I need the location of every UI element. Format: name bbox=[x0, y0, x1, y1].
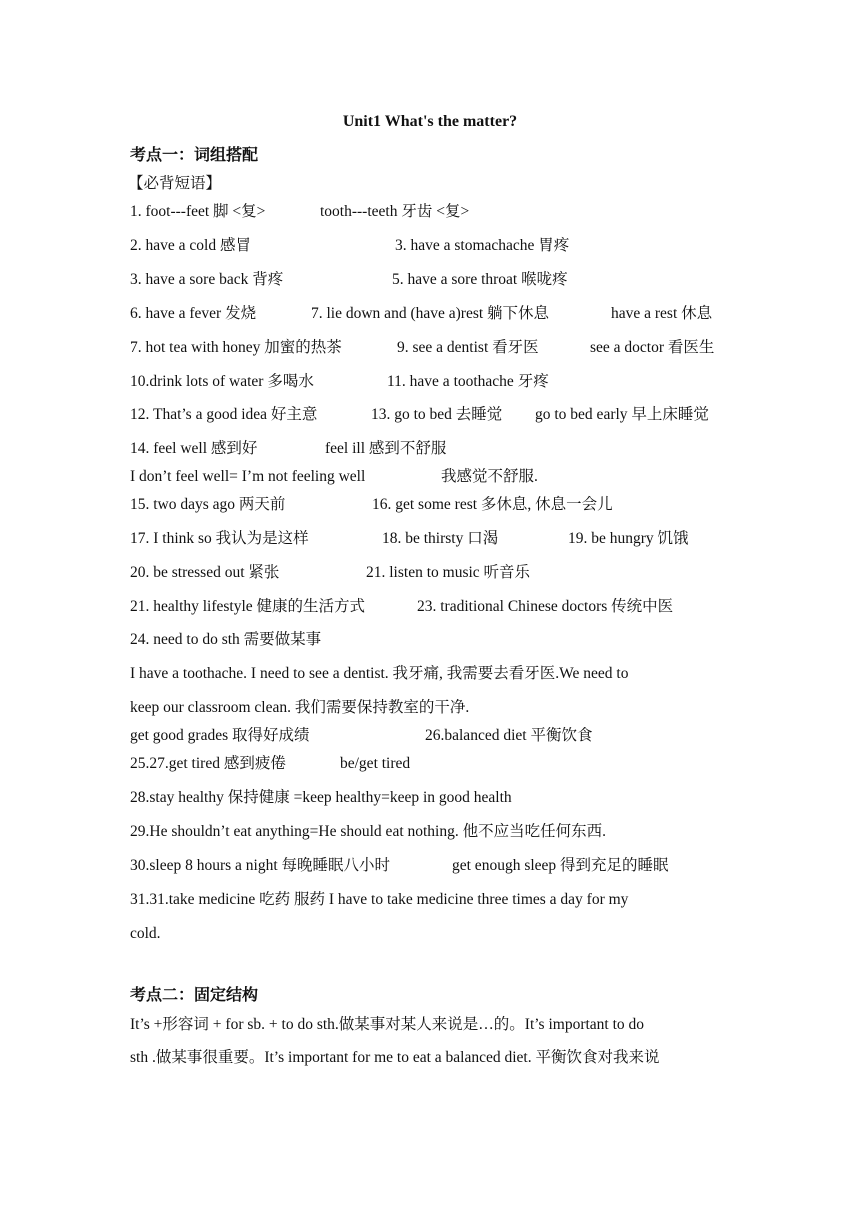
section-subheading: 【必背短语】 bbox=[128, 175, 222, 192]
phrase: 28.stay healthy 保持健康 =keep healthy=keep in good health bbox=[130, 789, 512, 806]
phrase: 7. hot tea with honey 加蜜的热茶 bbox=[130, 339, 342, 356]
phrase: get good grades 取得好成绩 bbox=[130, 727, 310, 744]
paragraph-line: sth .做某事很重要。It’s important for me to eat a balanced diet. 平衡饮食对我来说 bbox=[130, 1049, 660, 1066]
phrase: 14. feel well 感到好 bbox=[130, 440, 258, 457]
phrase: 2. have a cold 感冒 bbox=[130, 237, 251, 254]
phrase: 5. have a sore throat 喉咙疼 bbox=[392, 271, 568, 288]
phrase: 24. need to do sth 需要做某事 bbox=[130, 631, 322, 648]
phrase: 29.He shouldn’t eat anything=He should eat nothing. 他不应当吃任何东西. bbox=[130, 823, 606, 840]
phrase: I don’t feel well= I’m not feeling well bbox=[130, 468, 366, 485]
example-sentence: I have a toothache. I need to see a dentist. 我牙痛, 我需要去看牙医.We need to bbox=[130, 665, 629, 682]
phrase: see a doctor 看医生 bbox=[590, 339, 715, 356]
phrase: feel ill 感到不舒服 bbox=[325, 440, 447, 457]
phrase: 17. I think so 我认为是这样 bbox=[130, 530, 309, 547]
phrase: 18. be thirsty 口渴 bbox=[382, 530, 499, 547]
phrase: 15. two days ago 两天前 bbox=[130, 496, 286, 513]
phrase: 20. be stressed out 紧张 bbox=[130, 564, 280, 581]
section-heading: 考点一：词组搭配 bbox=[130, 147, 259, 164]
paragraph-line: It’s +形容词 + for sb. + to do sth.做某事对某人来说是…的。It’s important to do bbox=[130, 1016, 645, 1033]
phrase: tooth---teeth 牙齿 <复> bbox=[320, 203, 470, 220]
phrase: 10.drink lots of water 多喝水 bbox=[130, 373, 314, 390]
phrase: 23. traditional Chinese doctors 传统中医 bbox=[417, 598, 674, 615]
phrase: 21. listen to music 听音乐 bbox=[366, 564, 531, 581]
phrase: 11. have a toothache 牙疼 bbox=[387, 373, 549, 390]
phrase: 30.sleep 8 hours a night 每晚睡眠八小时 bbox=[130, 857, 391, 874]
phrase: 25.27.get tired 感到疲倦 bbox=[130, 755, 286, 772]
phrase: have a rest 休息 bbox=[611, 305, 713, 322]
phrase: 16. get some rest 多休息, 休息一会儿 bbox=[372, 496, 613, 513]
phrase: 21. healthy lifestyle 健康的生活方式 bbox=[130, 598, 366, 615]
phrase: 19. be hungry 饥饿 bbox=[568, 530, 689, 547]
phrase: be/get tired bbox=[340, 755, 411, 772]
phrase: 3. have a stomachache 胃疼 bbox=[395, 237, 570, 254]
phrase: get enough sleep 得到充足的睡眠 bbox=[452, 857, 669, 874]
example-sentence: keep our classroom clean. 我们需要保持教室的干净. bbox=[130, 699, 470, 716]
phrase: 6. have a fever 发烧 bbox=[130, 305, 257, 322]
phrase-line bbox=[130, 202, 265, 222]
section-heading: 考点二：固定结构 bbox=[130, 987, 259, 1004]
document-title: Unit1 What's the matter? bbox=[342, 113, 518, 130]
phrase: 7. lie down and (have a)rest 躺下休息 bbox=[311, 305, 550, 322]
phrase: 我感觉不舒服. bbox=[441, 468, 538, 485]
phrase: cold. bbox=[130, 925, 161, 942]
phrase: 9. see a dentist 看牙医 bbox=[397, 339, 539, 356]
phrase: 31.31.take medicine 吃药 服药 I have to take medicine three times a day for my bbox=[130, 891, 629, 908]
phrase: 1. foot---feet 脚 <复> bbox=[130, 203, 266, 220]
phrase: 3. have a sore back 背疼 bbox=[130, 271, 284, 288]
phrase: 13. go to bed 去睡觉 bbox=[371, 406, 503, 423]
phrase: 12. That’s a good idea 好主意 bbox=[130, 406, 318, 423]
phrase: go to bed early 早上床睡觉 bbox=[535, 406, 709, 423]
phrase: 26.balanced diet 平衡饮食 bbox=[425, 727, 593, 744]
